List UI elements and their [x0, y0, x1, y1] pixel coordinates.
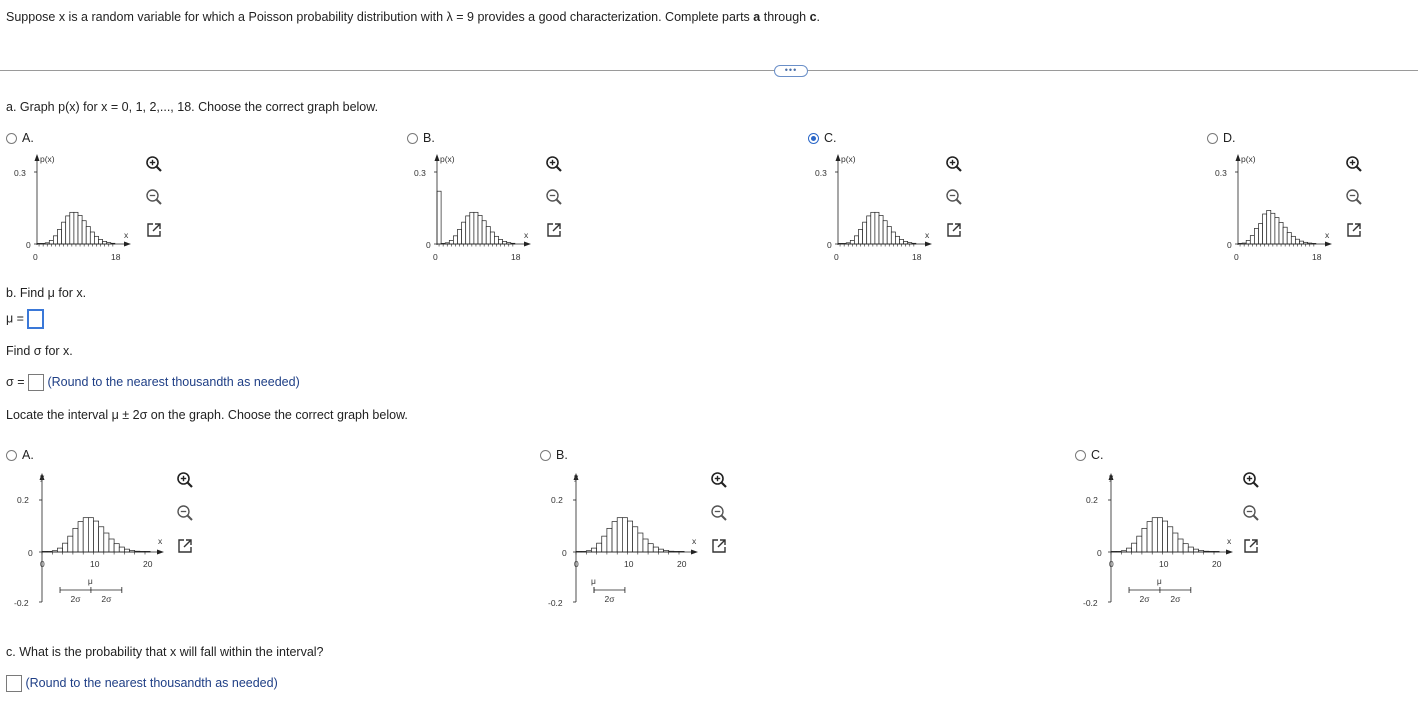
two-sigma-label: 2σ [604, 594, 615, 604]
bar-x7 [1147, 522, 1152, 552]
two-sigma-left-label: 2σ [1139, 594, 1150, 604]
part-a-option-b[interactable] [407, 131, 435, 145]
bar-x9 [622, 518, 627, 552]
prompt-part-a: a [753, 10, 761, 24]
bar-x13 [891, 232, 895, 244]
bar-x12 [1173, 533, 1178, 552]
chart-x-end: 18 [511, 252, 521, 262]
chart-x-label: x [1227, 536, 1232, 546]
open-window-icon[interactable] [144, 220, 164, 240]
chart-b-option-c [1081, 468, 1241, 613]
bar-x11 [482, 221, 486, 244]
bar-x6 [863, 222, 867, 244]
x-axis-arrow [691, 550, 698, 555]
chart-b-option-a [12, 468, 172, 613]
two-sigma-right-label: 2σ [101, 594, 112, 604]
prompt-through: through [760, 10, 810, 24]
bar-x7 [867, 216, 871, 244]
bar-x14 [648, 544, 653, 552]
bar-x6 [462, 222, 466, 244]
chart-x-label: x [158, 536, 163, 546]
chart-y-bottom: -0.2 [1083, 598, 1098, 608]
y-axis-arrow [836, 154, 841, 161]
chart-x-zero: 0 [40, 559, 45, 569]
bar-x14 [895, 236, 899, 244]
y-axis-arrow [1236, 154, 1241, 161]
bar-x3 [1250, 236, 1254, 244]
radio-a-option-b[interactable] [407, 133, 418, 144]
part-c-prompt: c. What is the probability that x will fall within the interval? [6, 645, 324, 659]
sigma-label: σ = [6, 374, 25, 389]
bar-x11 [883, 221, 887, 244]
radio-b-option-c[interactable] [1075, 450, 1086, 461]
part-b-sigma-prompt: Find σ for x. [6, 344, 73, 358]
part-a-option-d[interactable] [1207, 131, 1236, 145]
option-letter: D. [1223, 131, 1236, 145]
bar-x5 [859, 229, 863, 244]
bar-x14 [1295, 239, 1299, 244]
bar-x15 [900, 239, 904, 244]
bar-x2 [1246, 240, 1250, 244]
bar-x4 [53, 236, 57, 244]
chart-x-twenty: 20 [143, 559, 153, 569]
x-axis-arrow [124, 242, 131, 247]
open-window-icon[interactable] [1241, 536, 1261, 556]
option-letter: C. [1091, 448, 1104, 462]
zoom-out-icon[interactable] [944, 187, 964, 207]
chart-x-ten: 10 [624, 559, 634, 569]
bar-x6 [607, 528, 612, 552]
radio-a-option-d[interactable] [1207, 133, 1218, 144]
bar-x14 [1183, 544, 1188, 552]
bar-x12 [486, 226, 490, 244]
x-axis-arrow [1325, 242, 1332, 247]
bar-x12 [86, 226, 90, 244]
chart-y-zero: 0 [562, 548, 567, 558]
part-a-option-c[interactable] [808, 131, 837, 145]
bar-x10 [78, 215, 82, 244]
bar-x13 [490, 232, 494, 244]
bar-x9 [74, 212, 78, 244]
bar-x15 [119, 547, 124, 552]
mu-label: μ [87, 576, 93, 586]
chart-y-label: y [40, 472, 45, 482]
option-letter: A. [22, 448, 34, 462]
chart-x-label: x [124, 230, 129, 240]
chart-x-start: 0 [1234, 252, 1239, 262]
bar-x4 [1254, 228, 1258, 244]
probability-hint: (Round to the nearest thousandth as needed) [25, 675, 278, 690]
zoom-in-icon[interactable] [175, 470, 195, 490]
chart-y-label: p(x) [841, 154, 856, 164]
chart-x-label: x [692, 536, 697, 546]
bar-x3 [49, 240, 53, 244]
chart-a-option-b [410, 150, 540, 265]
prompt-mid: provides a good characterization. Complete parts [473, 10, 754, 24]
zoom-in-icon[interactable] [544, 154, 564, 174]
bar-x6 [62, 222, 66, 244]
zoom-in-icon[interactable] [1344, 154, 1364, 174]
y-axis-arrow [35, 154, 40, 161]
chart-y-bottom: -0.2 [548, 598, 563, 608]
bar-x12 [638, 533, 643, 552]
radio-b-option-b[interactable] [540, 450, 551, 461]
chart-a-option-a [10, 150, 140, 265]
chart-x-twenty: 20 [677, 559, 687, 569]
bar-x3 [591, 548, 596, 552]
part-c-answer-row [6, 675, 278, 692]
bar-x9 [875, 212, 879, 244]
chart-y-zero: 0 [1097, 548, 1102, 558]
bar-x10 [1163, 521, 1168, 552]
bar-x10 [478, 215, 482, 244]
option-letter: B. [556, 448, 568, 462]
bar-x3 [449, 240, 453, 244]
open-window-icon[interactable] [175, 536, 195, 556]
bar-x15 [99, 239, 103, 244]
two-sigma-right-label: 2σ [1170, 594, 1181, 604]
bar-x12 [887, 226, 891, 244]
bar-x4 [854, 236, 858, 244]
part-b-mu-prompt: b. Find μ for x. [6, 286, 87, 300]
part-a-option-a[interactable] [6, 131, 34, 145]
mu-label: μ [591, 576, 596, 586]
chart-y-tick: 0.3 [14, 168, 26, 178]
bar-x14 [494, 236, 498, 244]
chart-a-option-d [1211, 150, 1341, 265]
part-b-option-b[interactable] [540, 448, 568, 462]
bar-x4 [1132, 543, 1137, 552]
bar-x5 [458, 229, 462, 244]
zoom-out-icon[interactable] [1241, 503, 1261, 523]
chart-y-label: y [574, 472, 579, 482]
chart-x-zero: 0 [1109, 559, 1114, 569]
bar-x12 [104, 533, 109, 552]
bar-x7 [612, 522, 617, 552]
bar-x13 [1291, 236, 1295, 244]
bar-x5 [68, 536, 73, 552]
probability-input[interactable] [6, 675, 22, 692]
part-a-prompt: a. Graph p(x) for x = 0, 1, 2,..., 18. Choose the correct graph below. [6, 100, 379, 114]
bar-x11 [633, 527, 638, 552]
bar-x15 [1300, 241, 1304, 244]
chart-x-end: 18 [1312, 252, 1322, 262]
bar-x9 [474, 212, 478, 244]
zoom-out-icon[interactable] [144, 187, 164, 207]
chart-x-end: 18 [912, 252, 922, 262]
chart-zero-label: 0 [827, 240, 832, 250]
option-letter: B. [423, 131, 435, 145]
bar-x5 [602, 536, 607, 552]
chart-y-label: y [1109, 472, 1114, 482]
chart-y-label: p(x) [440, 154, 455, 164]
bar-x16 [124, 549, 129, 552]
bar-x5 [1259, 224, 1263, 244]
bar-x0 [437, 191, 441, 244]
bar-x10 [94, 521, 99, 552]
chart-y-top: 0.2 [1086, 495, 1098, 505]
y-axis-arrow [435, 154, 440, 161]
prompt-part-c: c [809, 10, 817, 24]
bar-x11 [82, 221, 86, 244]
radio-a-option-a[interactable] [6, 133, 17, 144]
chart-a-option-c [811, 150, 941, 265]
more-options-button[interactable]: ••• [774, 65, 808, 77]
bar-x4 [453, 236, 457, 244]
chart-x-end: 18 [111, 252, 121, 262]
two-sigma-left-label: 2σ [70, 594, 81, 604]
zoom-in-icon[interactable] [144, 154, 164, 174]
chart-b-option-b [546, 468, 706, 613]
chart-y-tick: 0.3 [815, 168, 827, 178]
sigma-hint: (Round to the nearest thousandth as needed) [47, 374, 300, 389]
bar-x8 [83, 518, 88, 552]
part-b-option-a[interactable] [6, 448, 34, 462]
bar-x8 [1271, 213, 1275, 244]
mu-label: μ [1156, 576, 1162, 586]
chart-y-tick: 0.3 [414, 168, 426, 178]
chart-y-top: 0.2 [17, 495, 29, 505]
bar-x15 [653, 547, 658, 552]
zoom-in-icon[interactable] [709, 470, 729, 490]
zoom-in-icon[interactable] [944, 154, 964, 174]
bar-x8 [70, 212, 74, 244]
bar-x11 [1283, 227, 1287, 244]
chart-x-ten: 10 [90, 559, 100, 569]
bar-x15 [499, 239, 503, 244]
chart-zero-label: 0 [426, 240, 431, 250]
bar-x10 [879, 215, 883, 244]
chart-x-label: x [925, 230, 930, 240]
bar-x9 [88, 518, 93, 552]
mu-input[interactable] [27, 309, 44, 329]
chart-x-zero: 0 [574, 559, 579, 569]
chart-x-start: 0 [834, 252, 839, 262]
sigma-input[interactable] [28, 374, 44, 391]
prompt-start: Suppose x is a random variable for which a Poisson probability distribution with [6, 10, 447, 24]
question-prompt [6, 10, 820, 24]
sigma-row [6, 374, 300, 391]
bar-x13 [643, 539, 648, 552]
bar-x8 [470, 212, 474, 244]
bar-x9 [1157, 518, 1162, 552]
bar-x7 [1267, 210, 1271, 244]
chart-y-label: p(x) [1241, 154, 1256, 164]
open-window-icon[interactable] [544, 220, 564, 240]
bar-x8 [617, 518, 622, 552]
bar-x8 [1152, 518, 1157, 552]
chart-y-top: 0.2 [551, 495, 563, 505]
option-letter: C. [824, 131, 837, 145]
open-window-icon[interactable] [944, 220, 964, 240]
zoom-out-icon[interactable] [1344, 187, 1364, 207]
bar-x6 [73, 528, 78, 552]
bar-x3 [57, 548, 62, 552]
radio-b-option-a[interactable] [6, 450, 17, 461]
bar-x7 [66, 216, 70, 244]
bar-x11 [99, 527, 104, 552]
bar-x11 [1168, 527, 1173, 552]
chart-y-tick: 0.3 [1215, 168, 1227, 178]
bar-x13 [109, 539, 114, 552]
bar-x3 [850, 240, 854, 244]
x-axis-arrow [1226, 550, 1233, 555]
mu-row [6, 309, 44, 329]
bar-x12 [1287, 232, 1291, 244]
bar-x10 [1279, 222, 1283, 244]
bar-x9 [1275, 218, 1279, 244]
option-letter: A. [22, 131, 34, 145]
zoom-in-icon[interactable] [1241, 470, 1261, 490]
bar-x16 [658, 549, 663, 552]
bar-x4 [597, 543, 602, 552]
chart-x-start: 0 [433, 252, 438, 262]
open-window-icon[interactable] [709, 536, 729, 556]
bar-x14 [114, 544, 119, 552]
x-axis-arrow [524, 242, 531, 247]
chart-zero-label: 0 [1227, 240, 1232, 250]
chart-x-ten: 10 [1159, 559, 1169, 569]
open-window-icon[interactable] [1344, 220, 1364, 240]
chart-x-twenty: 20 [1212, 559, 1222, 569]
bar-x4 [63, 543, 68, 552]
bar-x3 [1126, 548, 1131, 552]
bar-x13 [1178, 539, 1183, 552]
bar-x14 [94, 236, 98, 244]
bar-x8 [871, 212, 875, 244]
zoom-out-icon[interactable] [544, 187, 564, 207]
lambda-expression: λ = 9 [446, 10, 474, 24]
prompt-end: . [816, 10, 821, 24]
bar-x10 [628, 521, 633, 552]
interval-prompt: Locate the interval μ ± 2σ on the graph. Choose the correct graph below. [6, 408, 408, 422]
chart-x-label: x [524, 230, 529, 240]
x-axis-arrow [157, 550, 164, 555]
chart-x-start: 0 [33, 252, 38, 262]
mu-label: μ = [6, 311, 24, 326]
bar-x6 [1263, 214, 1267, 244]
bar-x5 [1137, 536, 1142, 552]
chart-y-label: p(x) [40, 154, 55, 164]
bar-x16 [1193, 549, 1198, 552]
section-divider [0, 70, 1418, 71]
zoom-out-icon[interactable] [709, 503, 729, 523]
radio-a-option-c-selected[interactable] [808, 133, 819, 144]
bar-x6 [1142, 528, 1147, 552]
bar-x13 [90, 232, 94, 244]
chart-y-zero: 0 [28, 548, 33, 558]
bar-x7 [78, 522, 83, 552]
part-b-option-c[interactable] [1075, 448, 1104, 462]
bar-x5 [58, 229, 62, 244]
chart-y-bottom: -0.2 [14, 598, 29, 608]
chart-x-label: x [1325, 230, 1330, 240]
bar-x7 [466, 216, 470, 244]
chart-zero-label: 0 [26, 240, 31, 250]
bar-x15 [1188, 547, 1193, 552]
x-axis-arrow [925, 242, 932, 247]
zoom-out-icon[interactable] [175, 503, 195, 523]
